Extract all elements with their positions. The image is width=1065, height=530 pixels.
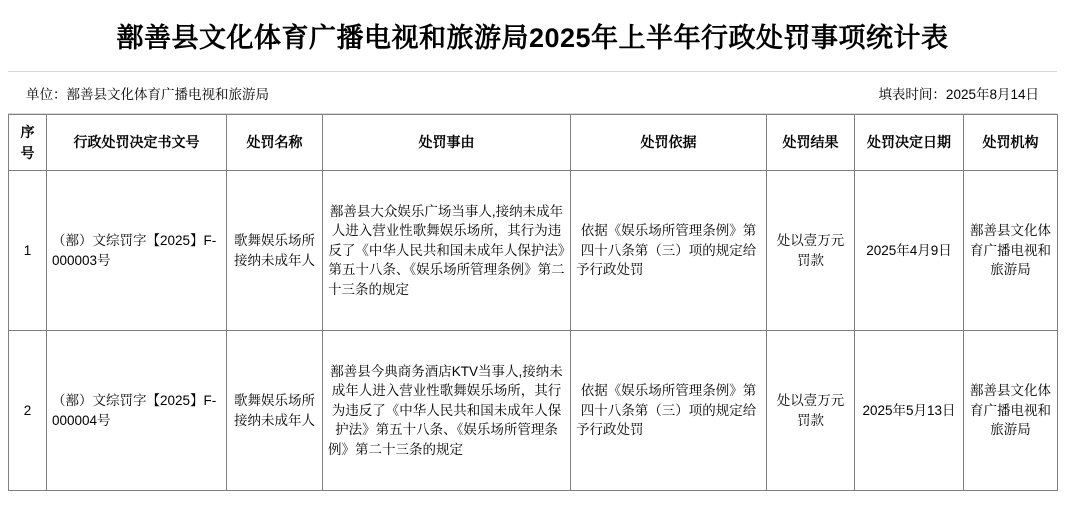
cell-reason: 鄯善县今典商务酒店KTV当事人,接纳未成年人进入营业性歌舞娱乐场所，其行为违反了《中华人民共和国未成年人保护法》第五十八条、《娱乐场所管理条例》第二十三条的规定 [323, 331, 571, 491]
cell-result: 处以壹万元罚款 [767, 171, 855, 331]
page-title: 鄯善县文化体育广播电视和旅游局2025年上半年行政处罚事项统计表 [116, 23, 949, 53]
column-header-basis: 处罚依据 [571, 115, 767, 171]
column-header-org: 处罚机构 [964, 115, 1058, 171]
unit-label: 单位：鄯善县文化体育广播电视和旅游局 [26, 86, 269, 102]
column-header-doc-no: 行政处罚决定书文号 [47, 115, 227, 171]
cell-index: 1 [9, 171, 47, 331]
column-header-index: 序号 [9, 115, 47, 171]
cell-doc-no-text: （鄯）文综罚字【2025】F-000004号 [52, 392, 217, 428]
title-bar [8, 0, 1057, 72]
cell-basis: 依据《娱乐场所管理条例》第四十八条第（三）项的规定给予行政处罚 [571, 331, 767, 491]
table-row [9, 331, 1058, 491]
table-header [9, 115, 1058, 171]
cell-penalty-name: 歌舞娱乐场所接纳未成年人 [227, 171, 323, 331]
table-header-row [9, 115, 1058, 171]
fill-date-label: 填表时间：2025年8月14日 [878, 86, 1039, 102]
cell-result: 处以壹万元罚款 [767, 331, 855, 491]
cell-reason: 鄯善县大众娱乐广场当事人,接纳未成年人进入营业性歌舞娱乐场所，其行为违反了《中华人民共和国未成年人保护法》第五十八条、《娱乐场所管理条例》第二十三条的规定 [323, 171, 571, 331]
cell-org: 鄯善县文化体育广播电视和旅游局 [964, 331, 1058, 491]
cell-doc-no [47, 171, 227, 331]
cell-doc-no [47, 331, 227, 491]
cell-index: 2 [9, 331, 47, 491]
column-header-reason: 处罚事由 [323, 115, 571, 171]
cell-date: 2025年4月9日 [855, 171, 964, 331]
cell-date: 2025年5月13日 [855, 331, 964, 491]
penalty-table [8, 114, 1058, 491]
cell-org: 鄯善县文化体育广播电视和旅游局 [964, 171, 1058, 331]
column-header-date: 处罚决定日期 [855, 115, 964, 171]
meta-bar [8, 72, 1057, 114]
cell-penalty-name: 歌舞娱乐场所接纳未成年人 [227, 331, 323, 491]
cell-basis: 依据《娱乐场所管理条例》第四十八条第（三）项的规定给予行政处罚 [571, 171, 767, 331]
cell-doc-no-text: （鄯）文综罚字【2025】F-000003号 [52, 232, 217, 268]
table-row [9, 171, 1058, 331]
column-header-result: 处罚结果 [767, 115, 855, 171]
column-header-penalty-name: 处罚名称 [227, 115, 323, 171]
table-body [9, 171, 1058, 491]
